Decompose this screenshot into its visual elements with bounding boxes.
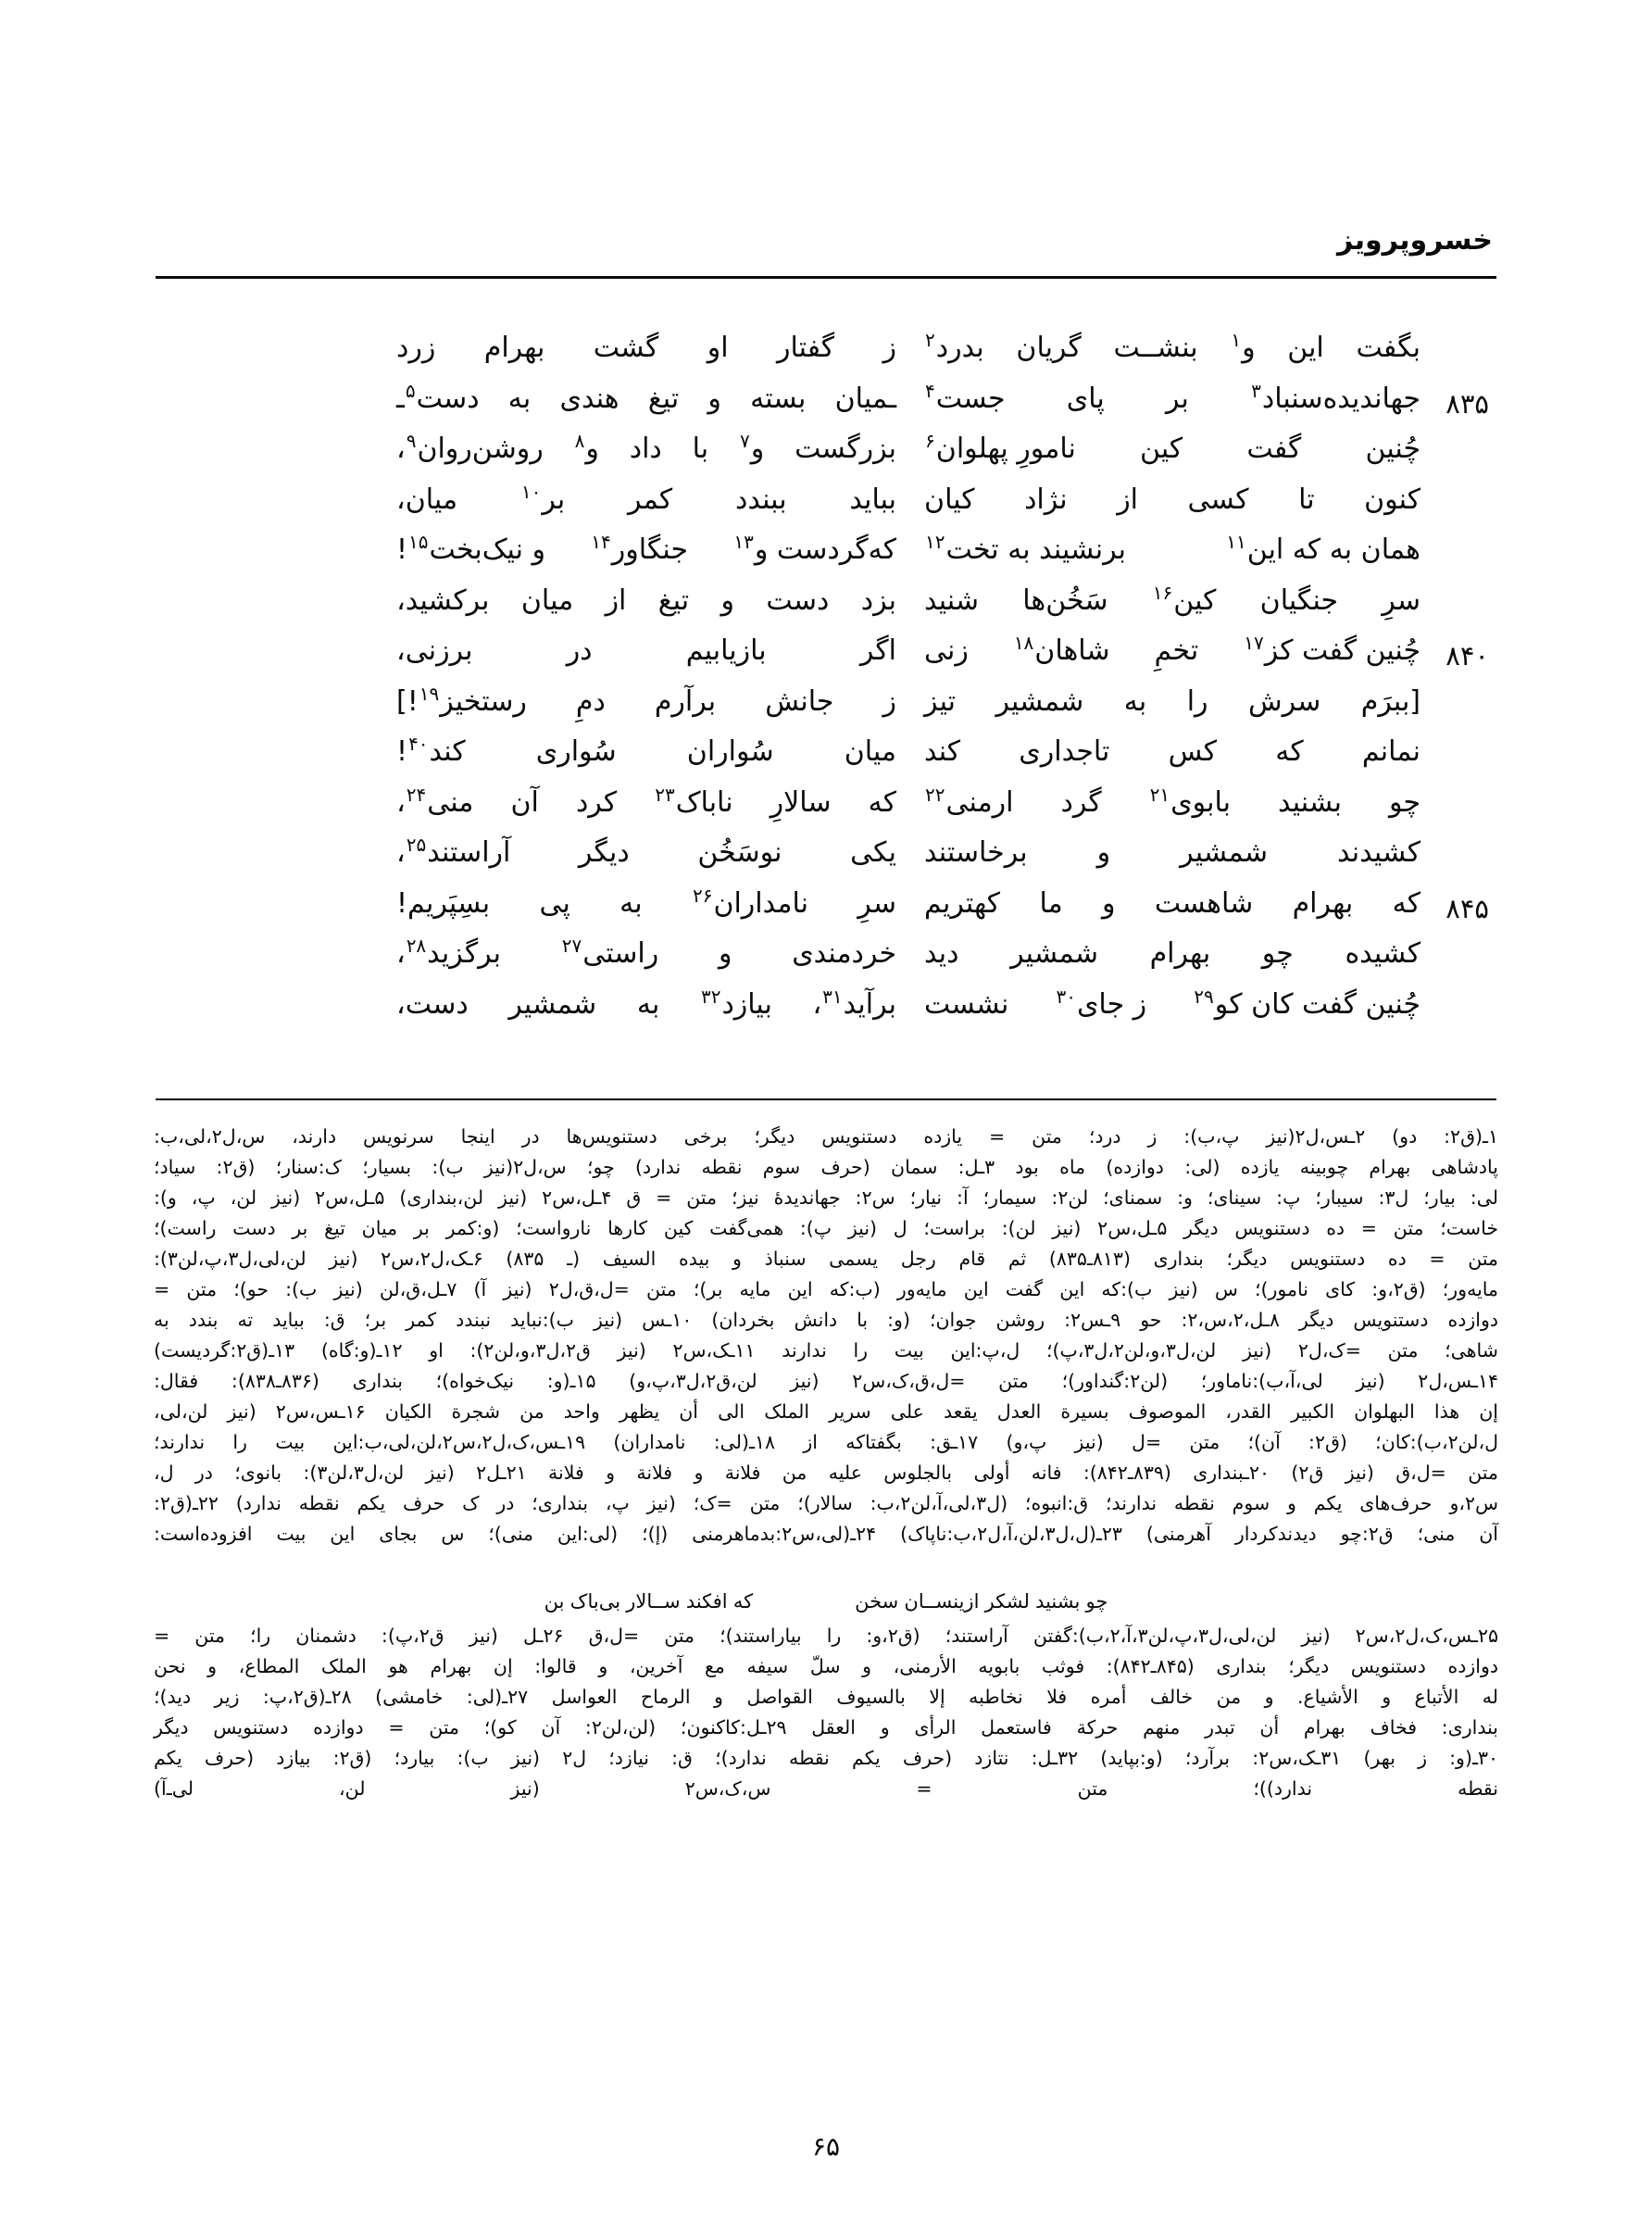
hemistich-second: یکی نوسَخُن دیگر آراستند$^{۲۵}$، <box>396 834 896 869</box>
hemistich-first: همان به که این$^{۱۱}$ برنشیند به تخت$^{۱۲}$ <box>925 531 1420 566</box>
verse-row <box>157 836 1495 887</box>
verse-row <box>157 985 1495 1039</box>
hemistich-second: بباید ببندد کمر بر$^{۱۰}$ میان، <box>396 480 896 516</box>
verse-row <box>157 682 1495 736</box>
hemistich-first: سرِ جنگیان کین$^{۱۶}$ سَخُن‌ها شنید <box>924 581 1420 617</box>
apparatus-line: پادشاهی بهرام چوبینه یازده (لی: دوازده) ماه بود ۳ـل: سمان (حرف سوم نقطه ندارد) چو؛ س،ل۲(نیز ب): بسیار؛ ک:سنار؛ (ق۲: سیاد؛ <box>154 1156 1498 1178</box>
hemistich-first: کشیده چو بهرام شمشیر دید <box>924 937 1420 970</box>
hemistich-first: که بهرام شاهست و ما کهتریم <box>924 886 1420 920</box>
verse-row <box>157 783 1495 837</box>
apparatus-line: ۱۴ـس،ل۲ (نیز لی،آ،ب):ناماور؛ (لن۲:گنداور)؛ متن =ل،ق،ک،س۲ (نیز لن،ق۲،ل۳،پ،و) ۱۵ـ(و: نیک‌خواه)؛ بنداری (۸۳۶ـ۸۳۸): فقال: <box>154 1370 1498 1392</box>
hemistich-first: [ببرَم سرش را به شمشیر تیز <box>924 684 1420 718</box>
apparatus-line: ۲۵ـس،ک،ل۲،س۲ (نیز لن،لی،ل۳،پ،لن۳،آ،۲،ب):گفتن آراستند؛ (ق۲،و: را بیاراستند)؛ متن =ل،ق ۲۶ـل (نیز ق۲،پ): دشمنان را؛ متن = <box>154 1625 1498 1647</box>
running-head-zone <box>157 224 1495 292</box>
apparatus-line: دوازده دستنویس دیگر ۸ـل،۲،س،۲: حو ۹ـس۲: روشن جوان؛ (و: با دانش بخردان) ۱۰ـس (نیز ب):نباید نبندد کمر بر؛ ق: بباید ته بندد به <box>154 1309 1498 1331</box>
inset-hemistich-first: چو بشنید لشکر ازینســان سخن <box>855 1589 1108 1613</box>
hemistich-first: چُنین گفت کز$^{۱۷}$ تخمِ شاهان$^{۱۸}$ زنی <box>924 632 1420 667</box>
hemistich-first: چو بشنید بابوی$^{۲۱}$ گرد ارمنی$^{۲۲}$ <box>925 783 1420 819</box>
apparatus-line: ۳۰ـ(و: ز بهر) ۳۱ـک،س۲: برآرد؛ (و:بپاید) ۳۲ـل: نتازد (حرف یکم نقطه ندارد)؛ ق: نیازد؛ ل۲ (نیز ب): بیارد؛ (ق۲: بیازد (حرف یکم <box>154 1747 1498 1769</box>
apparatus-line: ۱ـ(ق۲: دو) ۲ـس،ل۲(نیز پ،ب): ز درد؛ متن = یازده دستنویس دیگر؛ برخی دستنویس‌ها در اینجا سرنویس دارند، س،ل۲،لی،ب: <box>154 1125 1498 1148</box>
running-head: خسروپرویز <box>1337 224 1493 257</box>
verse-row <box>157 480 1495 534</box>
hemistich-second: ز گفتار او گشت بهرام زرد <box>396 332 896 364</box>
hemistich-second: که‌گردست و$^{۱۳}$ جنگاور$^{۱۴}$ و نیک‌بخت$^{۱۵}$! <box>396 531 896 566</box>
hemistich-first: چُنین گفت کین نامورِ پهلوان$^۶$ <box>925 430 1420 465</box>
verse-row <box>157 884 1495 938</box>
apparatus-criticus <box>154 1123 1498 1805</box>
hemistich-second: که سالارِ ناباک$^{۲۳}$ کرد آن منی$^{۲۴}$، <box>396 783 896 819</box>
verse-row <box>157 735 1495 786</box>
apparatus-line: لی: بیار؛ ل۳: سیبار؛ پ: سینای؛ و: سمنای؛ لن۲: سیمار؛ آ: نیار؛ س۲: جهاندیدهٔ نیز؛ متن = ق ۴ـل،س۲ (نیز لن،بنداری) ۵ـل،س۲ (نیز لن، پ، و): <box>154 1186 1498 1209</box>
hemistich-second: ز جانش برآرم دمِ رستخیز$^{۱۹}$!] <box>396 682 896 718</box>
hemistich-first: کنون تا کسی از نژاد کیان <box>924 483 1420 516</box>
hemistich-second: ـمیان بسته و تیغ هندی به دست$^۵$ـ <box>396 379 896 415</box>
apparatus-line: متن =ل،ق (نیز ق۲) ۲۰ـبنداری (۸۳۹ـ۸۴۲): فانه أولی بالجلوس علیه من فلانة و فلانة و فلانة ۲۱ـل۲ (نیز لن،ل۳،لن۳): بانوی؛ در ل، <box>154 1462 1498 1484</box>
verse-row <box>157 937 1495 988</box>
verse-number <box>1420 584 1495 590</box>
apparatus-line: مایه‌ور؛ (ق۲،و: کای نامور)؛ س (نیز ب):که این گفت این مایه‌ور (ب:که این مایه بر)؛ متن =ل،ق،ل۲ (نیز آ) ۷ـل،ق،لن (نیز ب): حو)؛ متن = <box>154 1278 1499 1300</box>
apparatus-line: له الأتباع و الأشیاع. و من خالف أمره فلا نخاطبه إلا بالسیوف القواصل و الرماح العواسل ۲۷ـ(لی: خامشی) ۲۸ـ(ق۲،پ: زیر دید)؛ <box>154 1686 1498 1708</box>
apparatus-line: إن هذا البهلوان الکبیر القدر، الموصوف بسیرة العدل یقعد علی سریر الملک الی أن یظهر واحد من شجرة الکیان ۱۶ـس،س۲ (نیز لن،لی، <box>154 1400 1498 1423</box>
hemistich-second: برآید$^{۳۱}$، بیازد$^{۳۲}$ به شمشیر دست، <box>396 985 896 1021</box>
verse-number <box>1420 533 1495 539</box>
verse-number: ۸۴۰ <box>1446 640 1489 671</box>
hemistich-second: بزد دست و تیغ از میان برکشید، <box>396 584 896 617</box>
verse-row <box>157 379 1495 433</box>
apparatus-line: ل،لن۲،ب):کان؛ (ق۲: آن)؛ متن =ل (نیز پ،و) ۱۷ـق: بگفتاکه از ۱۸ـ(لی: نامداران) ۱۹ـس،ک،ل۲،س۲،لن،لی،ب:این بیت را ندارند؛ <box>154 1431 1498 1453</box>
hemistich-first: جهاندیده‌سنباد$^۳$ بر پای جست$^۴$ <box>925 379 1420 415</box>
verse-number <box>1420 433 1495 438</box>
verse-number <box>1420 685 1495 691</box>
hemistich-first: کشیدند شمشیر و برخاستند <box>924 836 1420 869</box>
verse-block <box>157 329 1495 1038</box>
verse-row <box>157 430 1495 483</box>
hemistich-second: سرِ نامداران$^{۲۶}$ به پی بسِپَریم! <box>396 884 896 920</box>
apparatus-line: متن = ده دستنویس دیگر؛ بنداری (۸۱۳ـ۸۳۵) ثم قام رجل یسمی سنباذ و بیده السیف (ـ ۸۳۵) ۶ـک،ل۲،س۲ (نیز لن،لی،ل۳،پ،لن۳): <box>154 1248 1499 1270</box>
apparatus-line: شاهی؛ متن =ک،ل۲ (نیز لن،ل۳،و،لن۲،ل۳،پ)؛ ل،پ:این بیت را ندارند ۱۱ـک،س۲ (نیز ق۲،ل۳،و،لن۲): او ۱۲ـ(و:گاه) ۱۳ـ(ق۲:گردیست) <box>154 1339 1498 1362</box>
apparatus-line: آن منی؛ ق۲:چو دیدندکردار آهرمنی) ۲۳ـ(ل،ل۳،لن،آ،ل۲،ب:ناپاک) ۲۴ـ(لی،س۲:بدماهرمنی (إ)؛ (لی:این منی)؛ س بجای این بیت افزوده‌است: <box>154 1523 1498 1545</box>
apparatus-inset-verse <box>154 1583 1498 1620</box>
folio-number: ۶۵ <box>811 2131 841 2162</box>
apparatus-rule <box>156 1098 1496 1100</box>
verse-row <box>157 581 1495 635</box>
verse-number <box>1420 836 1495 842</box>
hemistich-second: خردمندی و راستی$^{۲۷}$ برگزید$^{۲۸}$، <box>396 935 896 970</box>
verse-row <box>157 634 1495 685</box>
hemistich-first: چُنین گفت کان کو$^{۲۹}$ ز جای$^{۳۰}$ نشست <box>924 985 1420 1021</box>
hemistich-first: بگفت این و$^۱$ بنشــت گریان بدرد$^۲$ <box>925 329 1420 364</box>
hemistich-second: اگر بازیابیم در برزنی، <box>396 634 896 667</box>
hemistich-first: نمانم که کس تاجداری کند <box>924 735 1420 768</box>
hemistich-second: میان سُواران سُواری کند$^{۴۰}$! <box>396 733 896 768</box>
apparatus-line: دوازده دستنویس دیگر؛ بنداری (۸۴۵ـ۸۴۲): فوثب بابویه الأرمنی، و سلّ سیفه مع آخرین، و قالوا: إن بهرام هو الملک المطاع، و نحن <box>154 1655 1498 1677</box>
inset-hemistich-second: که افکند ســالار بی‌باک بن <box>544 1589 754 1613</box>
verse-number: ۸۴۵ <box>1446 892 1489 924</box>
verse-number <box>1420 735 1495 741</box>
verse-number <box>1420 988 1495 994</box>
header-rule <box>156 276 1496 279</box>
verse-number <box>1420 937 1495 943</box>
verse-number <box>1420 483 1495 489</box>
verse-number <box>1420 786 1495 792</box>
verse-number <box>1420 332 1495 337</box>
apparatus-line: بنداری: فخاف بهرام أن تبدر منهم حرکة فاستعمل الرأی و العقل ۲۹ـل:کاکنون؛ (لن،لن۲: آن کو)؛ متن = دوازده دستنویس دیگر <box>154 1716 1499 1738</box>
apparatus-line: خاست؛ متن = ده دستنویس دیگر ۵ـل،س۲ (نیز لن): براست؛ ل (نیز پ): همی‌گفت کین کارها ناروا‌ست؛ (و:کمر بر میان تیغ بر دست راست)؛ <box>154 1217 1498 1239</box>
hemistich-second: بزرگست و$^۷$ با داد و$^۸$ روشن‌روان$^۹$، <box>396 430 896 465</box>
apparatus-line: نقطه ندارد))؛ متن = س،ک،س۲ (نیز لن، لی‌ـ‌آ) <box>154 1777 1498 1800</box>
verse-row <box>157 533 1495 584</box>
verse-number: ۸۳۵ <box>1446 387 1489 420</box>
verse-row <box>157 329 1495 383</box>
apparatus-line: س۲،و حرف‌های یکم و سوم نقطه ندارند؛ ق:انبوه؛ (ل۳،لی،آ،لن۲،ب: سالار)؛ متن =ک؛ (نیز پ، بنداری؛ در ک حرف یکم نقطه ندارد) ۲۲ـ(ق۲: <box>154 1492 1499 1514</box>
apparatus-line <box>154 1550 1498 1581</box>
